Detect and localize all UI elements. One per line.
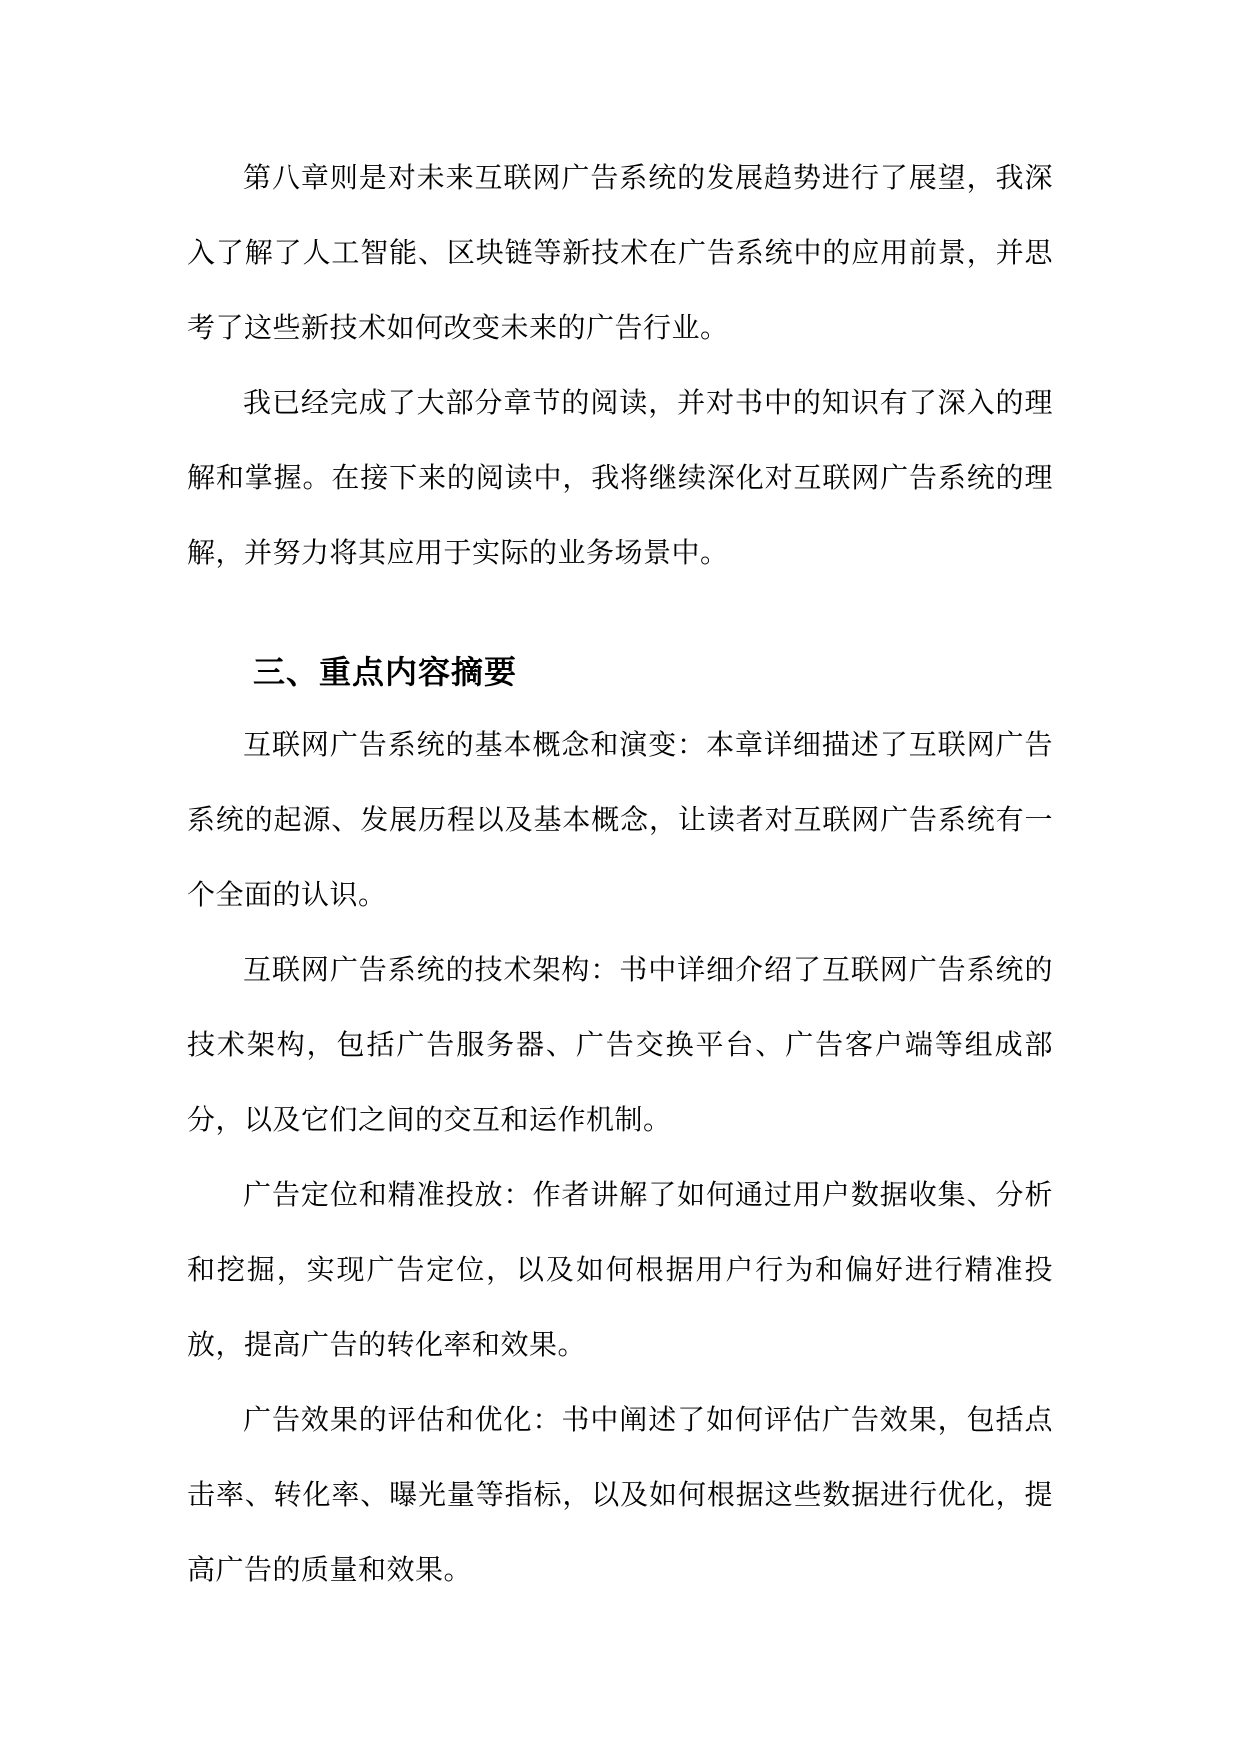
paragraph-targeting: 广告定位和精准投放：作者讲解了如何通过用户数据收集、分析和挖掘，实现广告定位，以及如何根据用户行为和偏好进行精准投放，提高广告的转化率和效果。 xyxy=(187,1178,1053,1361)
paragraph-technical-architecture: 互联网广告系统的技术架构：书中详细介绍了互联网广告系统的技术架构，包括广告服务器、广告交换平台、广告客户端等组成部分，以及它们之间的交互和运作机制。 xyxy=(187,953,1053,1136)
section-heading: 三、重点内容摘要 xyxy=(253,653,518,691)
paragraph-evaluation: 广告效果的评估和优化：书中阐述了如何评估广告效果，包括点击率、转化率、曝光量等指标，以及如何根据这些数据进行优化，提高广告的质量和效果。 xyxy=(187,1403,1053,1586)
document-body xyxy=(187,140,1053,1607)
paragraph-basic-concepts: 互联网广告系统的基本概念和演变：本章详细描述了互联网广告系统的起源、发展历程以及基本概念，让读者对互联网广告系统有一个全面的认识。 xyxy=(187,728,1053,911)
paragraph-chapter-eight: 第八章则是对未来互联网广告系统的发展趋势进行了展望，我深入了解了人工智能、区块链等新技术在广告系统中的应用前景，并思考了这些新技术如何改变未来的广告行业。 xyxy=(187,161,1053,344)
paragraph-reading-progress: 我已经完成了大部分章节的阅读，并对书中的知识有了深入的理解和掌握。在接下来的阅读中，我将继续深化对互联网广告系统的理解，并努力将其应用于实际的业务场景中。 xyxy=(187,386,1053,569)
